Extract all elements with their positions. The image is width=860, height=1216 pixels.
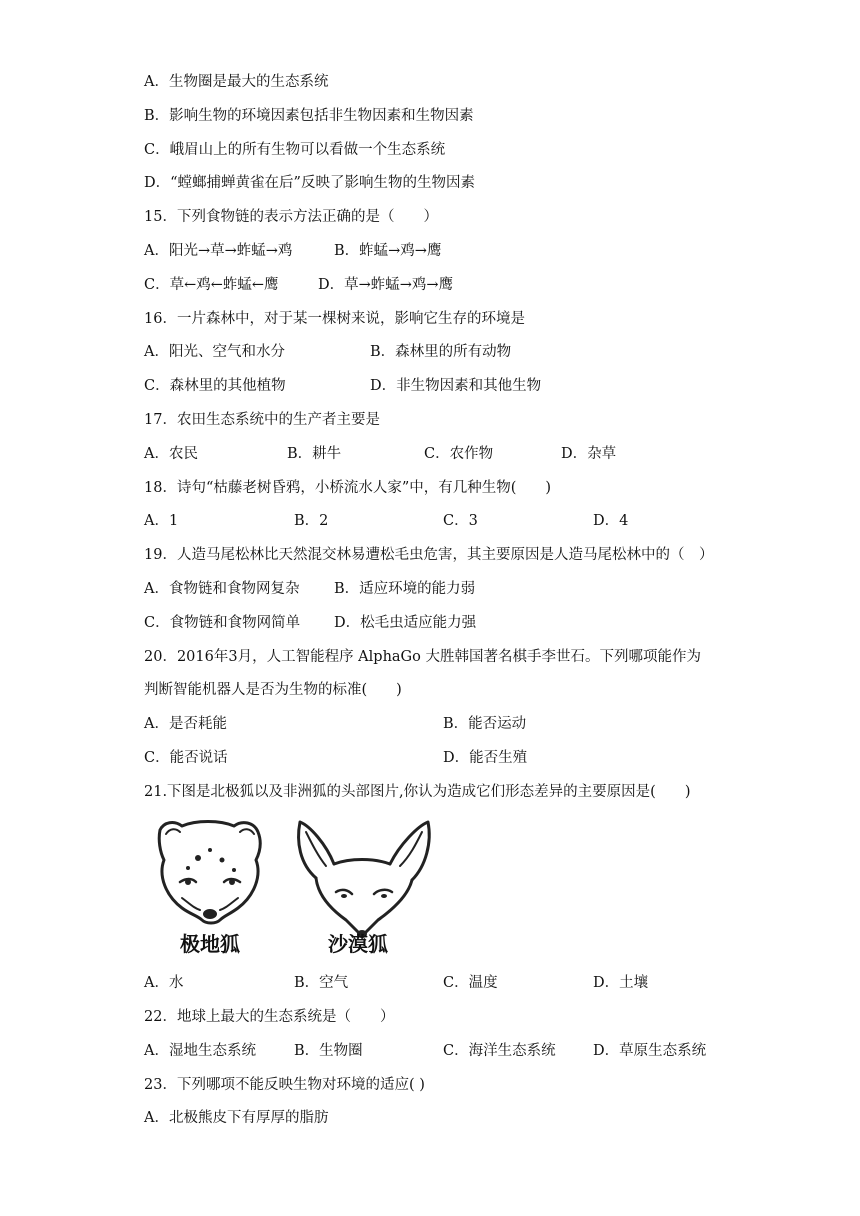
q17-option-b: B．耕牛	[287, 446, 342, 462]
arctic-fox-caption: 极地狐	[180, 932, 240, 956]
q16-stem: 16．一片森林中，对于某一棵树来说，影响它生存的环境是	[144, 311, 525, 327]
q16-option-a: A．阳光、空气和水分	[144, 344, 285, 360]
q14-option-b: B．影响生物的环境因素包括非生物因素和生物因素	[144, 108, 474, 124]
q21-option-b: B．空气	[294, 975, 349, 991]
q19-option-b: B．适应环境的能力弱	[334, 581, 476, 597]
q20-stem-line2: 判断智能机器人是否为生物的标准( )	[144, 682, 402, 698]
q16-option-b: B．森林里的所有动物	[370, 344, 512, 360]
q14-option-a: A．生物圈是最大的生态系统	[144, 74, 329, 90]
q14-option-d: D．“螳螂捕蝉黄雀在后”反映了影响生物的生物因素	[144, 175, 475, 191]
q20-stem-line1: 20．2016年3月，人工智能程序 AlphaGo 大胜韩国著名棋手李世石。下列哪项能作为	[144, 649, 701, 665]
q21-option-a: A．水	[144, 975, 184, 991]
q23-option-a: A．北极熊皮下有厚厚的脂肪	[144, 1110, 329, 1126]
q17-stem: 17．农田生态系统中的生产者主要是	[144, 412, 380, 428]
q18-option-d: D．4	[593, 513, 629, 529]
q15-option-c: C．草←鸡←蚱蜢←鹰	[144, 277, 279, 293]
q22-stem: 22．地球上最大的生态系统是（ ）	[144, 1009, 395, 1025]
q22-option-a: A．湿地生态系统	[144, 1043, 256, 1059]
q20-option-c: C．能否说话	[144, 750, 228, 766]
q20-option-a: A．是否耗能	[144, 716, 227, 732]
q23-stem: 23．下列哪项不能反映生物对环境的适应( )	[144, 1077, 425, 1093]
q21-option-d: D．土壤	[593, 975, 649, 991]
desert-fox-head	[299, 822, 430, 936]
q15-stem: 15．下列食物链的表示方法正确的是（ ）	[144, 209, 438, 225]
q16-option-d: D．非生物因素和其他生物	[370, 378, 542, 394]
q19-option-a: A．食物链和食物网复杂	[144, 581, 300, 597]
q17-option-a: A．农民	[144, 446, 198, 462]
q22-option-b: B．生物圈	[294, 1043, 363, 1059]
q22-option-d: D．草原生态系统	[593, 1043, 707, 1059]
q22-option-c: C．海洋生态系统	[443, 1043, 556, 1059]
q18-option-c: C．3	[443, 513, 478, 529]
q14-option-c: C．峨眉山上的所有生物可以看做一个生态系统	[144, 142, 446, 158]
q17-option-d: D．杂草	[561, 446, 617, 462]
q18-option-b: B．2	[294, 513, 329, 529]
q20-option-d: D．能否生殖	[443, 750, 528, 766]
desert-fox-caption: 沙漠狐	[328, 932, 388, 956]
arctic-fox-head	[159, 822, 260, 924]
q20-option-b: B．能否运动	[443, 716, 527, 732]
q19-option-d: D．松毛虫适应能力强	[334, 615, 477, 631]
q16-option-c: C．森林里的其他植物	[144, 378, 286, 394]
q19-option-c: C．食物链和食物网简单	[144, 615, 301, 631]
q19-stem: 19．人造马尾松林比天然混交林易遭松毛虫危害，其主要原因是人造马尾松林中的（ ）	[144, 547, 714, 563]
arctic-fox-features	[185, 848, 236, 919]
fox-heads-figure	[150, 812, 450, 962]
q15-option-b: B．蚱蜢→鸡→鹰	[334, 243, 442, 259]
q18-stem: 18．诗句“枯藤老树昏鸦，小桥流水人家”中，有几种生物( )	[144, 480, 552, 496]
q17-option-c: C．农作物	[424, 446, 494, 462]
q18-option-a: A．1	[144, 513, 179, 529]
q21-stem: 21.下图是北极狐以及非洲狐的头部图片,你认为造成它们形态差异的主要原因是( )	[144, 784, 691, 800]
q21-option-c: C．温度	[443, 975, 498, 991]
q15-option-a: A．阳光→草→蚱蜢→鸡	[144, 243, 293, 259]
q15-option-d: D．草→蚱蜢→鸡→鹰	[318, 277, 454, 293]
